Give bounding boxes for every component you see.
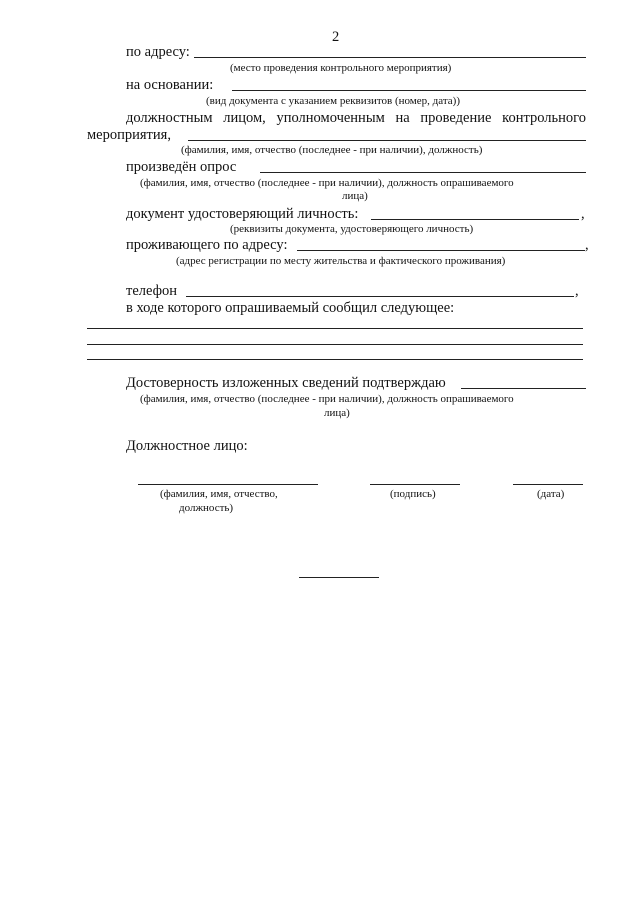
id-doc-label: документ удостоверяющий личность: xyxy=(126,206,359,222)
address-field-line[interactable] xyxy=(194,57,586,58)
residing-comma: , xyxy=(585,237,589,253)
confirm-label: Достоверность изложенных сведений подтверждаю xyxy=(126,375,446,391)
sign-name-hint-line-1: (фамилия, имя, отчество, xyxy=(160,488,278,500)
phone-field-line[interactable] xyxy=(186,296,574,297)
survey-hint-line-1: (фамилия, имя, отчество (последнее - при наличии), должность опрашиваемого xyxy=(140,177,514,189)
sign-name-line[interactable] xyxy=(138,484,318,485)
basis-label: на основании: xyxy=(126,77,214,93)
official-word: лицом, xyxy=(223,110,266,126)
official-word: на xyxy=(395,110,410,126)
statement-line-3[interactable] xyxy=(87,359,583,360)
official-line-2-label: мероприятия, xyxy=(87,127,171,143)
sign-signature-line[interactable] xyxy=(370,484,460,485)
confirm-field-line[interactable] xyxy=(461,388,586,389)
page-number: 2 xyxy=(332,29,340,45)
address-label: по адресу: xyxy=(126,44,190,60)
statement-line-2[interactable] xyxy=(87,344,583,345)
sign-name-hint-line-2: должность) xyxy=(179,502,234,514)
phone-comma: , xyxy=(575,283,579,299)
confirm-hint-line-1: (фамилия, имя, отчество (последнее - при наличии), должность опрашиваемого xyxy=(140,393,514,405)
official-field-line[interactable] xyxy=(188,140,586,141)
official-sign-label: Должностное лицо: xyxy=(126,438,248,454)
id-doc-hint: (реквизиты документа, удостоверяющего личность) xyxy=(230,223,474,235)
survey-hint-line-2: лица) xyxy=(342,190,368,202)
official-word: проведение xyxy=(420,110,492,126)
survey-field-line[interactable] xyxy=(260,172,586,173)
confirm-hint-line-2: лица) xyxy=(324,407,350,419)
statement-label: в ходе которого опрашиваемый сообщил следующее: xyxy=(126,300,455,316)
id-doc-field-line[interactable] xyxy=(371,219,579,220)
address-hint: (место проведения контрольного мероприятия) xyxy=(230,62,452,74)
residing-field-line[interactable] xyxy=(297,250,585,251)
sign-date-hint: (дата) xyxy=(537,488,565,500)
residing-label: проживающего по адресу: xyxy=(126,237,288,253)
residing-hint: (адрес регистрации по месту жительства и фактического проживания) xyxy=(176,255,506,267)
sign-date-line[interactable] xyxy=(513,484,583,485)
end-separator-line xyxy=(299,577,379,578)
sign-signature-hint: (подпись) xyxy=(390,488,436,500)
basis-hint: (вид документа с указанием реквизитов (номер, дата)) xyxy=(206,95,460,107)
basis-field-line[interactable] xyxy=(232,90,586,91)
id-doc-comma: , xyxy=(581,206,585,222)
official-hint: (фамилия, имя, отчество (последнее - при наличии), должность) xyxy=(181,144,483,156)
official-word: уполномоченным xyxy=(276,110,385,126)
phone-label: телефон xyxy=(126,283,178,299)
statement-line-1[interactable] xyxy=(87,328,583,329)
official-word: должностным xyxy=(126,110,213,126)
survey-label: произведён опрос xyxy=(126,159,237,175)
official-word: контрольного xyxy=(502,110,586,126)
official-line-1 xyxy=(126,110,586,126)
